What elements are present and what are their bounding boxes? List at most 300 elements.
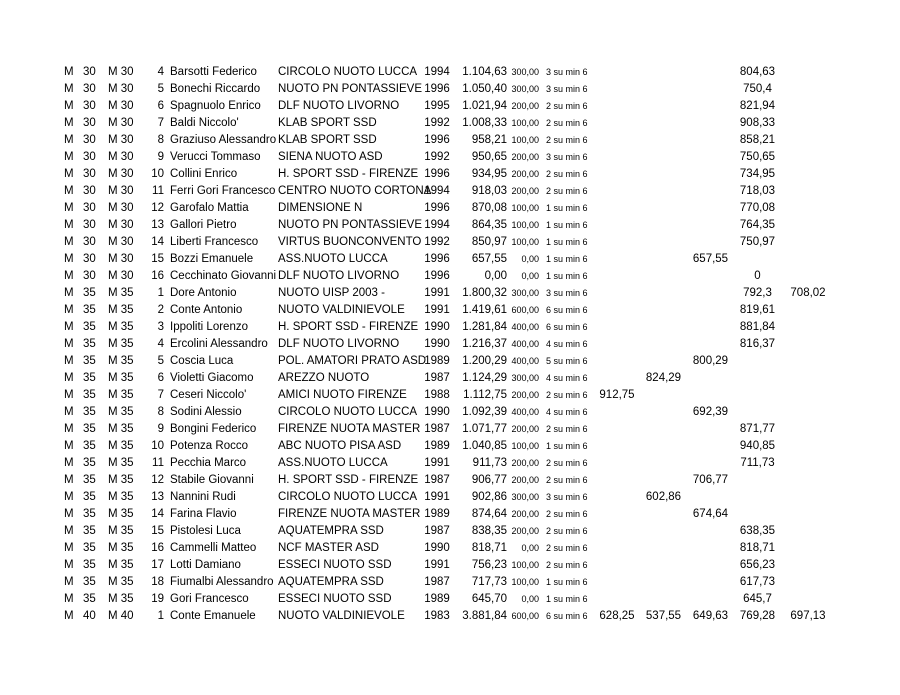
cell-name: Garofalo Mattia	[170, 202, 249, 214]
table-row	[0, 200, 900, 217]
cell-points: 400,00	[511, 356, 539, 366]
cell-age: 30	[83, 270, 96, 282]
cell-score: 870,08	[471, 202, 507, 214]
cell-category: M 35	[108, 321, 134, 333]
cell-club: AQUATEMPRA SSD	[278, 576, 384, 588]
cell-points: 400,00	[511, 322, 539, 332]
cell-points: 600,00	[511, 611, 539, 621]
cell-category: M 30	[108, 270, 134, 282]
cell-events: 4 su min 6	[546, 339, 588, 349]
cell-v4: 718,03	[739, 185, 776, 197]
table-row	[0, 251, 900, 268]
cell-gender: M	[64, 270, 74, 282]
cell-age: 35	[83, 474, 96, 486]
table-row	[0, 540, 900, 557]
cell-year: 1989	[424, 508, 450, 520]
cell-gender: M	[64, 168, 74, 180]
cell-club: NUOTO UISP 2003 -	[278, 287, 385, 299]
cell-age: 30	[83, 100, 96, 112]
cell-rank: 5	[157, 83, 164, 95]
cell-year: 1996	[424, 270, 450, 282]
table-row	[0, 608, 900, 625]
cell-club: CIRCOLO NUOTO LUCCA	[278, 66, 418, 78]
cell-age: 35	[83, 406, 96, 418]
cell-v2: 602,86	[645, 491, 682, 503]
cell-v4: 821,94	[739, 100, 776, 112]
table-row	[0, 489, 900, 506]
cell-v4: 645,7	[743, 593, 772, 605]
cell-name: Pecchia Marco	[170, 457, 247, 469]
cell-gender: M	[64, 491, 74, 503]
cell-events: 1 su min 6	[546, 203, 588, 213]
cell-v3: 674,64	[692, 508, 729, 520]
cell-club: DLF NUOTO LIVORNO	[278, 270, 400, 282]
cell-points: 400,00	[511, 339, 539, 349]
cell-score: 902,86	[471, 491, 507, 503]
cell-year: 1992	[424, 151, 450, 163]
cell-points: 200,00	[511, 475, 539, 485]
table-row	[0, 166, 900, 183]
cell-points: 0,00	[521, 543, 539, 553]
cell-v4: 816,37	[739, 338, 776, 350]
cell-category: M 35	[108, 389, 134, 401]
cell-club: POL. AMATORI PRATO ASD	[278, 355, 427, 367]
cell-score: 874,64	[471, 508, 507, 520]
table-row	[0, 404, 900, 421]
cell-age: 35	[83, 355, 96, 367]
cell-name: Barsotti Federico	[170, 66, 257, 78]
cell-rank: 14	[151, 508, 164, 520]
cell-v2: 537,55	[645, 610, 682, 622]
cell-events: 2 su min 6	[546, 543, 588, 553]
cell-rank: 3	[157, 321, 164, 333]
cell-club: VIRTUS BUONCONVENTO	[278, 236, 422, 248]
cell-events: 2 su min 6	[546, 390, 588, 400]
cell-year: 1987	[424, 372, 450, 384]
cell-gender: M	[64, 576, 74, 588]
cell-points: 300,00	[511, 288, 539, 298]
cell-events: 2 su min 6	[546, 118, 588, 128]
table-row	[0, 472, 900, 489]
cell-age: 30	[83, 168, 96, 180]
cell-v4: 858,21	[739, 134, 776, 146]
cell-score: 1.021,94	[462, 100, 507, 112]
cell-points: 200,00	[511, 186, 539, 196]
cell-points: 100,00	[511, 118, 539, 128]
cell-gender: M	[64, 355, 74, 367]
cell-points: 200,00	[511, 152, 539, 162]
cell-gender: M	[64, 593, 74, 605]
cell-rank: 12	[151, 474, 164, 486]
cell-gender: M	[64, 100, 74, 112]
cell-category: M 35	[108, 406, 134, 418]
cell-category: M 35	[108, 576, 134, 588]
cell-name: Nannini Rudi	[170, 491, 236, 503]
cell-year: 1987	[424, 423, 450, 435]
cell-v4: 750,97	[739, 236, 776, 248]
cell-age: 40	[83, 610, 96, 622]
cell-age: 30	[83, 134, 96, 146]
cell-rank: 15	[151, 253, 164, 265]
cell-age: 30	[83, 151, 96, 163]
cell-name: Conte Antonio	[170, 304, 243, 316]
cell-year: 1991	[424, 457, 450, 469]
cell-gender: M	[64, 151, 74, 163]
cell-year: 1988	[424, 389, 450, 401]
cell-points: 300,00	[511, 84, 539, 94]
cell-rank: 15	[151, 525, 164, 537]
cell-age: 35	[83, 593, 96, 605]
cell-name: Ferri Gori Francesco	[170, 185, 276, 197]
cell-score: 1.092,39	[462, 406, 507, 418]
cell-score: 918,03	[471, 185, 507, 197]
cell-age: 35	[83, 304, 96, 316]
cell-club: FIRENZE NUOTA MASTER	[278, 508, 421, 520]
cell-category: M 30	[108, 236, 134, 248]
cell-score: 906,77	[471, 474, 507, 486]
cell-club: NUOTO PN PONTASSIEVE	[278, 83, 422, 95]
cell-year: 1991	[424, 559, 450, 571]
cell-score: 1.800,32	[462, 287, 507, 299]
cell-club: FIRENZE NUOTA MASTER	[278, 423, 421, 435]
cell-events: 3 su min 6	[546, 67, 588, 77]
cell-rank: 6	[157, 372, 164, 384]
cell-rank: 11	[152, 185, 164, 197]
cell-category: M 35	[108, 287, 134, 299]
cell-rank: 10	[151, 168, 164, 180]
cell-year: 1989	[424, 440, 450, 452]
cell-score: 0,00	[484, 270, 507, 282]
cell-rank: 11	[152, 457, 164, 469]
table-row	[0, 523, 900, 540]
cell-gender: M	[64, 185, 74, 197]
cell-score: 1.419,61	[462, 304, 507, 316]
cell-year: 1994	[424, 185, 450, 197]
cell-name: Lotti Damiano	[170, 559, 241, 571]
cell-club: H. SPORT SSD - FIRENZE	[278, 474, 419, 486]
cell-points: 300,00	[511, 67, 539, 77]
cell-events: 1 su min 6	[546, 237, 588, 247]
table-row	[0, 64, 900, 81]
cell-events: 3 su min 6	[546, 492, 588, 502]
cell-age: 35	[83, 440, 96, 452]
cell-category: M 30	[108, 168, 134, 180]
cell-club: H. SPORT SSD - FIRENZE	[278, 168, 419, 180]
table-row	[0, 285, 900, 302]
cell-rank: 2	[157, 304, 164, 316]
cell-events: 6 su min 6	[546, 322, 588, 332]
cell-gender: M	[64, 338, 74, 350]
cell-score: 1.008,33	[462, 117, 507, 129]
cell-category: M 35	[108, 372, 134, 384]
cell-age: 30	[83, 185, 96, 197]
table-row	[0, 302, 900, 319]
cell-club: CENTRO NUOTO CORTONA	[278, 185, 432, 197]
cell-gender: M	[64, 66, 74, 78]
cell-age: 35	[83, 491, 96, 503]
cell-category: M 35	[108, 355, 134, 367]
cell-gender: M	[64, 304, 74, 316]
cell-name: Stabile Giovanni	[170, 474, 254, 486]
cell-category: M 35	[108, 508, 134, 520]
cell-v4: 769,28	[739, 610, 776, 622]
cell-points: 300,00	[511, 373, 539, 383]
cell-rank: 7	[157, 117, 164, 129]
cell-category: M 30	[108, 83, 134, 95]
cell-rank: 4	[157, 66, 164, 78]
cell-score: 934,95	[471, 168, 507, 180]
cell-club: KLAB SPORT SSD	[278, 134, 377, 146]
cell-year: 1991	[424, 491, 450, 503]
cell-gender: M	[64, 219, 74, 231]
cell-name: Ceseri Niccolo'	[170, 389, 247, 401]
table-row	[0, 183, 900, 200]
cell-category: M 30	[108, 66, 134, 78]
cell-rank: 13	[151, 491, 164, 503]
cell-points: 400,00	[511, 407, 539, 417]
cell-points: 200,00	[511, 101, 539, 111]
cell-club: DIMENSIONE N	[278, 202, 363, 214]
cell-rank: 1	[157, 287, 164, 299]
cell-category: M 30	[108, 100, 134, 112]
cell-rank: 16	[151, 542, 164, 554]
cell-gender: M	[64, 134, 74, 146]
cell-v1: 628,25	[599, 610, 635, 622]
cell-score: 911,73	[472, 457, 507, 469]
cell-events: 2 su min 6	[546, 169, 588, 179]
cell-gender: M	[64, 389, 74, 401]
cell-year: 1989	[424, 593, 450, 605]
cell-events: 4 su min 6	[546, 407, 588, 417]
cell-age: 35	[83, 423, 96, 435]
table-row	[0, 98, 900, 115]
table-row	[0, 268, 900, 285]
table-row	[0, 438, 900, 455]
cell-category: M 30	[108, 134, 134, 146]
cell-v2: 824,29	[645, 372, 682, 384]
cell-events: 6 su min 6	[546, 611, 588, 621]
table-row	[0, 234, 900, 251]
cell-score: 1.071,77	[462, 423, 507, 435]
cell-score: 838,35	[471, 525, 507, 537]
cell-score: 1.050,40	[462, 83, 507, 95]
cell-club: AMICI NUOTO FIRENZE	[278, 389, 407, 401]
cell-score: 717,73	[471, 576, 507, 588]
cell-score: 1.124,29	[462, 372, 507, 384]
cell-name: Farina Flavio	[170, 508, 237, 520]
cell-rank: 18	[151, 576, 164, 588]
cell-name: Conte Emanuele	[170, 610, 256, 622]
cell-points: 300,00	[511, 492, 539, 502]
cell-name: Fiumalbi Alessandro	[170, 576, 274, 588]
cell-score: 950,65	[471, 151, 507, 163]
cell-v3: 692,39	[692, 406, 729, 418]
cell-name: Bonechi Riccardo	[170, 83, 261, 95]
cell-gender: M	[64, 610, 74, 622]
cell-points: 0,00	[521, 594, 539, 604]
cell-club: DLF NUOTO LIVORNO	[278, 100, 400, 112]
cell-category: M 30	[108, 253, 134, 265]
cell-category: M 30	[108, 202, 134, 214]
cell-gender: M	[64, 83, 74, 95]
cell-name: Spagnuolo Enrico	[170, 100, 261, 112]
cell-v4: 770,08	[739, 202, 776, 214]
cell-age: 35	[83, 576, 96, 588]
cell-gender: M	[64, 474, 74, 486]
cell-points: 200,00	[511, 509, 539, 519]
cell-name: Violetti Giacomo	[170, 372, 254, 384]
cell-name: Sodini Alessio	[170, 406, 242, 418]
cell-rank: 1	[157, 610, 164, 622]
cell-category: M 30	[108, 151, 134, 163]
cell-v4: 750,65	[739, 151, 776, 163]
cell-year: 1987	[424, 474, 450, 486]
cell-score: 1.281,84	[462, 321, 507, 333]
cell-gender: M	[64, 321, 74, 333]
cell-rank: 5	[157, 355, 164, 367]
cell-rank: 13	[151, 219, 164, 231]
cell-v4: 750,4	[743, 83, 772, 95]
cell-name: Bongini Federico	[170, 423, 257, 435]
cell-category: M 30	[108, 185, 134, 197]
cell-year: 1990	[424, 338, 450, 350]
cell-category: M 40	[108, 610, 134, 622]
cell-points: 600,00	[511, 305, 539, 315]
cell-year: 1991	[424, 304, 450, 316]
cell-club: DLF NUOTO LIVORNO	[278, 338, 400, 350]
table-row	[0, 132, 900, 149]
cell-events: 5 su min 6	[546, 356, 588, 366]
cell-name: Liberti Francesco	[170, 236, 259, 248]
cell-v4: 792,3	[743, 287, 772, 299]
cell-year: 1990	[424, 321, 450, 333]
cell-events: 2 su min 6	[546, 560, 588, 570]
table-row	[0, 591, 900, 608]
cell-v4: 0	[754, 270, 761, 282]
cell-gender: M	[64, 559, 74, 571]
cell-events: 2 su min 6	[546, 186, 588, 196]
cell-events: 1 su min 6	[546, 577, 588, 587]
cell-v5: 708,02	[790, 287, 826, 299]
cell-score: 1.040,85	[462, 440, 507, 452]
cell-age: 30	[83, 83, 96, 95]
cell-club: AQUATEMPRA SSD	[278, 525, 384, 537]
cell-events: 2 su min 6	[546, 509, 588, 519]
cell-year: 1989	[424, 355, 450, 367]
cell-gender: M	[64, 117, 74, 129]
cell-points: 200,00	[511, 390, 539, 400]
cell-age: 30	[83, 219, 96, 231]
cell-year: 1996	[424, 168, 450, 180]
cell-events: 4 su min 6	[546, 373, 588, 383]
table-row	[0, 506, 900, 523]
table-row	[0, 421, 900, 438]
cell-gender: M	[64, 202, 74, 214]
cell-year: 1996	[424, 83, 450, 95]
cell-club: NCF MASTER ASD	[278, 542, 379, 554]
cell-points: 200,00	[511, 169, 539, 179]
cell-points: 200,00	[511, 526, 539, 536]
cell-name: Coscia Luca	[170, 355, 234, 367]
cell-year: 1987	[424, 576, 450, 588]
cell-age: 35	[83, 321, 96, 333]
cell-age: 35	[83, 287, 96, 299]
table-row	[0, 455, 900, 472]
cell-name: Graziuso Alessandro	[170, 134, 277, 146]
cell-score: 818,71	[471, 542, 507, 554]
table-row	[0, 387, 900, 404]
cell-score: 1.200,29	[462, 355, 507, 367]
cell-points: 100,00	[511, 237, 539, 247]
cell-gender: M	[64, 287, 74, 299]
cell-category: M 35	[108, 440, 134, 452]
cell-points: 100,00	[511, 441, 539, 451]
cell-points: 100,00	[511, 560, 539, 570]
cell-category: M 35	[108, 304, 134, 316]
cell-name: Gori Francesco	[170, 593, 249, 605]
cell-rank: 16	[151, 270, 164, 282]
cell-points: 100,00	[511, 203, 539, 213]
cell-v4: 617,73	[739, 576, 776, 588]
cell-name: Collini Enrico	[170, 168, 238, 180]
cell-year: 1987	[424, 525, 450, 537]
cell-v4: 638,35	[739, 525, 776, 537]
cell-category: M 35	[108, 474, 134, 486]
cell-club: ESSECI NUOTO SSD	[278, 593, 392, 605]
table-row	[0, 217, 900, 234]
cell-year: 1996	[424, 202, 450, 214]
cell-club: ASS.NUOTO LUCCA	[278, 457, 388, 469]
cell-name: Pistolesi Luca	[170, 525, 241, 537]
cell-category: M 35	[108, 559, 134, 571]
table-row	[0, 574, 900, 591]
cell-events: 1 su min 6	[546, 254, 588, 264]
cell-v4: 804,63	[739, 66, 776, 78]
cell-category: M 35	[108, 338, 134, 350]
cell-points: 100,00	[511, 577, 539, 587]
cell-v3: 706,77	[692, 474, 729, 486]
cell-score: 1.112,75	[463, 389, 507, 401]
cell-age: 35	[83, 389, 96, 401]
cell-v4: 819,61	[739, 304, 776, 316]
cell-club: NUOTO VALDINIEVOLE	[278, 610, 405, 622]
cell-v5: 697,13	[790, 610, 826, 622]
cell-year: 1994	[424, 66, 450, 78]
cell-rank: 8	[157, 134, 164, 146]
cell-age: 30	[83, 202, 96, 214]
cell-gender: M	[64, 372, 74, 384]
cell-name: Gallori Pietro	[170, 219, 237, 231]
cell-name: Ercolini Alessandro	[170, 338, 268, 350]
cell-v4: 734,95	[739, 168, 776, 180]
table-row	[0, 353, 900, 370]
cell-events: 2 su min 6	[546, 101, 588, 111]
cell-age: 35	[83, 508, 96, 520]
cell-rank: 8	[157, 406, 164, 418]
table-row	[0, 370, 900, 387]
cell-name: Bozzi Emanuele	[170, 253, 254, 265]
cell-category: M 35	[108, 525, 134, 537]
cell-club: ASS.NUOTO LUCCA	[278, 253, 388, 265]
cell-v3: 657,55	[692, 253, 729, 265]
cell-gender: M	[64, 236, 74, 248]
cell-v1: 912,75	[599, 389, 635, 401]
results-table-body	[0, 64, 900, 625]
cell-events: 1 su min 6	[546, 441, 588, 451]
cell-v4: 711,73	[740, 457, 775, 469]
cell-gender: M	[64, 253, 74, 265]
cell-category: M 35	[108, 593, 134, 605]
